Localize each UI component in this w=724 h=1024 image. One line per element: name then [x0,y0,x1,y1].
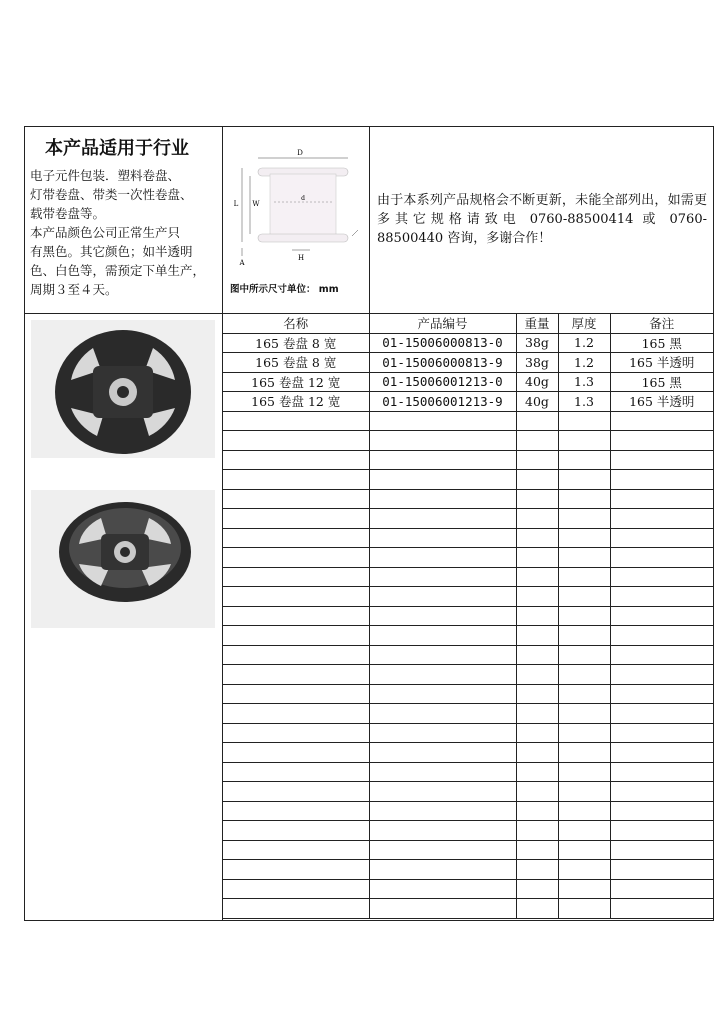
dim-label-d: d [301,195,305,202]
empty-cell [610,879,713,899]
empty-table-row [223,723,713,743]
empty-cell [516,431,558,451]
empty-cell [558,509,610,529]
intro-line: 载带卷盘等。 [30,206,106,221]
empty-cell [223,704,369,724]
reel-photo-front [31,320,215,458]
diagram-caption: 图中所示尺寸单位： mm [230,284,339,295]
empty-table-row [223,411,713,431]
dim-label-H: H [297,254,305,262]
empty-cell [558,840,610,860]
empty-cell [558,665,610,685]
empty-cell [610,723,713,743]
empty-cell [223,470,369,490]
cell-name: 165 卷盘 12 宽 [223,372,369,392]
empty-cell [516,723,558,743]
intro-line: 周期３至４天。 [30,282,118,297]
empty-cell [558,879,610,899]
dim-label-W: W [252,200,260,208]
empty-cell [610,548,713,568]
empty-cell [369,567,516,587]
cell-code: 01-15006000813-9 [369,353,516,373]
empty-cell [369,470,516,490]
empty-cell [369,509,516,529]
empty-cell [610,450,713,470]
empty-cell [516,626,558,646]
empty-cell [610,762,713,782]
empty-cell [516,509,558,529]
empty-cell [223,645,369,665]
empty-cell [610,411,713,431]
col-header-code: 产品编号 [369,314,516,333]
cell-remark: 165 半透明 [610,392,713,412]
empty-cell [223,606,369,626]
empty-cell [610,704,713,724]
empty-cell [223,587,369,607]
empty-cell [369,626,516,646]
empty-cell [610,840,713,860]
empty-cell [369,548,516,568]
empty-table-row [223,528,713,548]
intro-line: 色、白色等，需预定下单生产， [30,263,206,278]
empty-cell [223,567,369,587]
dim-label-A: A [239,259,245,267]
empty-cell [369,606,516,626]
col-header-weight: 重量 [516,314,558,333]
empty-cell [610,801,713,821]
empty-table-row [223,762,713,782]
empty-cell [516,879,558,899]
empty-cell [223,450,369,470]
empty-cell [516,743,558,763]
empty-cell [369,821,516,841]
table-row [223,372,713,392]
empty-cell [223,840,369,860]
empty-cell [610,645,713,665]
empty-table-row [223,606,713,626]
empty-cell [516,450,558,470]
empty-table-row [223,645,713,665]
cell-code: 01-15006001213-9 [369,392,516,412]
empty-cell [610,528,713,548]
intro-line: 有黑色。其它颜色；如半透明 [30,244,193,259]
empty-cell [558,626,610,646]
empty-cell [516,548,558,568]
empty-cell [516,645,558,665]
empty-cell [223,879,369,899]
cell-code: 01-15006001213-0 [369,372,516,392]
empty-cell [516,801,558,821]
cell-thickness: 1.3 [558,392,610,412]
empty-table-row [223,665,713,685]
empty-cell [516,528,558,548]
empty-cell [369,645,516,665]
empty-cell [369,587,516,607]
empty-cell [558,899,610,919]
col-header-remark: 备注 [610,314,713,333]
empty-table-row [223,840,713,860]
empty-cell [610,899,713,919]
empty-cell [610,509,713,529]
empty-cell [558,801,610,821]
empty-cell [516,821,558,841]
col-header-name: 名称 [223,314,369,333]
product-spec-table [223,314,713,919]
empty-cell [516,840,558,860]
empty-cell [369,782,516,802]
empty-cell [223,411,369,431]
cell-remark: 165 黑 [610,333,713,353]
empty-table-row [223,782,713,802]
empty-cell [558,470,610,490]
empty-cell [369,899,516,919]
table-row [223,392,713,412]
empty-cell [369,723,516,743]
empty-cell [223,684,369,704]
empty-cell [610,489,713,509]
cell-remark: 165 黑 [610,372,713,392]
table-row [223,333,713,353]
empty-cell [369,860,516,880]
empty-cell [369,684,516,704]
empty-table-row [223,801,713,821]
empty-cell [223,860,369,880]
intro-line: 灯带卷盘、带类一次性卷盘、 [30,187,193,202]
empty-cell [223,626,369,646]
dim-label-D: D [297,149,303,157]
cell-weight: 38g [516,353,558,373]
empty-cell [223,821,369,841]
empty-cell [369,411,516,431]
empty-cell [610,431,713,451]
empty-cell [516,860,558,880]
empty-cell [610,665,713,685]
reel-dimension-diagram [228,138,364,268]
empty-cell [369,762,516,782]
empty-cell [223,489,369,509]
empty-cell [610,587,713,607]
empty-cell [369,704,516,724]
empty-table-row [223,704,713,724]
empty-cell [369,840,516,860]
empty-table-row [223,899,713,919]
empty-cell [369,743,516,763]
empty-table-row [223,821,713,841]
empty-cell [223,801,369,821]
empty-cell [369,665,516,685]
empty-cell [558,411,610,431]
empty-cell [516,684,558,704]
empty-cell [223,548,369,568]
cell-thickness: 1.2 [558,333,610,353]
empty-cell [516,470,558,490]
empty-cell [516,704,558,724]
empty-table-row [223,587,713,607]
cell-name: 165 卷盘 12 宽 [223,392,369,412]
empty-cell [516,762,558,782]
empty-cell [558,782,610,802]
empty-cell [369,801,516,821]
empty-table-row [223,879,713,899]
empty-cell [223,509,369,529]
empty-cell [516,587,558,607]
column-divider-2 [369,126,370,314]
table-row [223,353,713,373]
table-header-row [223,314,713,333]
page-title: 本产品适用于行业 [45,138,189,159]
empty-cell [558,548,610,568]
col-header-thickness: 厚度 [558,314,610,333]
empty-cell [558,645,610,665]
empty-table-row [223,470,713,490]
empty-cell [610,684,713,704]
empty-cell [558,606,610,626]
intro-line: 本产品颜色公司正常生产只 [30,225,181,240]
empty-cell [369,431,516,451]
empty-cell [516,606,558,626]
empty-cell [516,665,558,685]
empty-cell [558,821,610,841]
empty-cell [516,489,558,509]
empty-cell [610,606,713,626]
cell-code: 01-15006000813-0 [369,333,516,353]
empty-cell [610,626,713,646]
industry-description [30,166,216,299]
empty-cell [369,528,516,548]
reel-photo-angled [31,490,215,628]
empty-cell [610,470,713,490]
empty-cell [558,860,610,880]
cell-weight: 38g [516,333,558,353]
empty-table-row [223,548,713,568]
cell-name: 165 卷盘 8 宽 [223,333,369,353]
empty-cell [516,899,558,919]
empty-cell [223,723,369,743]
cell-thickness: 1.3 [558,372,610,392]
empty-cell [610,860,713,880]
empty-table-row [223,431,713,451]
empty-cell [610,743,713,763]
dim-label-L: L [233,200,239,208]
cell-thickness: 1.2 [558,353,610,373]
empty-cell [223,743,369,763]
empty-cell [516,782,558,802]
empty-cell [369,879,516,899]
cell-weight: 40g [516,372,558,392]
empty-cell [223,431,369,451]
empty-cell [610,567,713,587]
empty-cell [610,821,713,841]
cell-weight: 40g [516,392,558,412]
notice-text: 由于本系列产品规格会不断更新，未能全部列出，如需更多其它规格请致电 0760-88500414 或 0760-88500440 咨询，多谢合作！ [377,193,707,246]
empty-cell [223,665,369,685]
empty-cell [223,762,369,782]
empty-cell [610,782,713,802]
empty-cell [223,528,369,548]
empty-cell [558,743,610,763]
empty-cell [558,450,610,470]
empty-table-row [223,489,713,509]
empty-cell [558,528,610,548]
empty-cell [223,782,369,802]
empty-table-row [223,860,713,880]
cell-name: 165 卷盘 8 宽 [223,353,369,373]
empty-cell [516,411,558,431]
empty-table-row [223,684,713,704]
empty-cell [369,450,516,470]
empty-cell [558,684,610,704]
empty-cell [558,762,610,782]
empty-table-row [223,626,713,646]
empty-table-row [223,567,713,587]
empty-cell [558,489,610,509]
empty-table-row [223,450,713,470]
empty-cell [369,489,516,509]
intro-line: 电子元件包装．塑料卷盘、 [30,168,181,183]
empty-cell [223,899,369,919]
empty-cell [516,567,558,587]
empty-cell [558,704,610,724]
empty-cell [558,567,610,587]
empty-cell [558,431,610,451]
empty-cell [558,723,610,743]
empty-table-row [223,743,713,763]
empty-table-row [223,509,713,529]
cell-remark: 165 半透明 [610,353,713,373]
empty-cell [558,587,610,607]
